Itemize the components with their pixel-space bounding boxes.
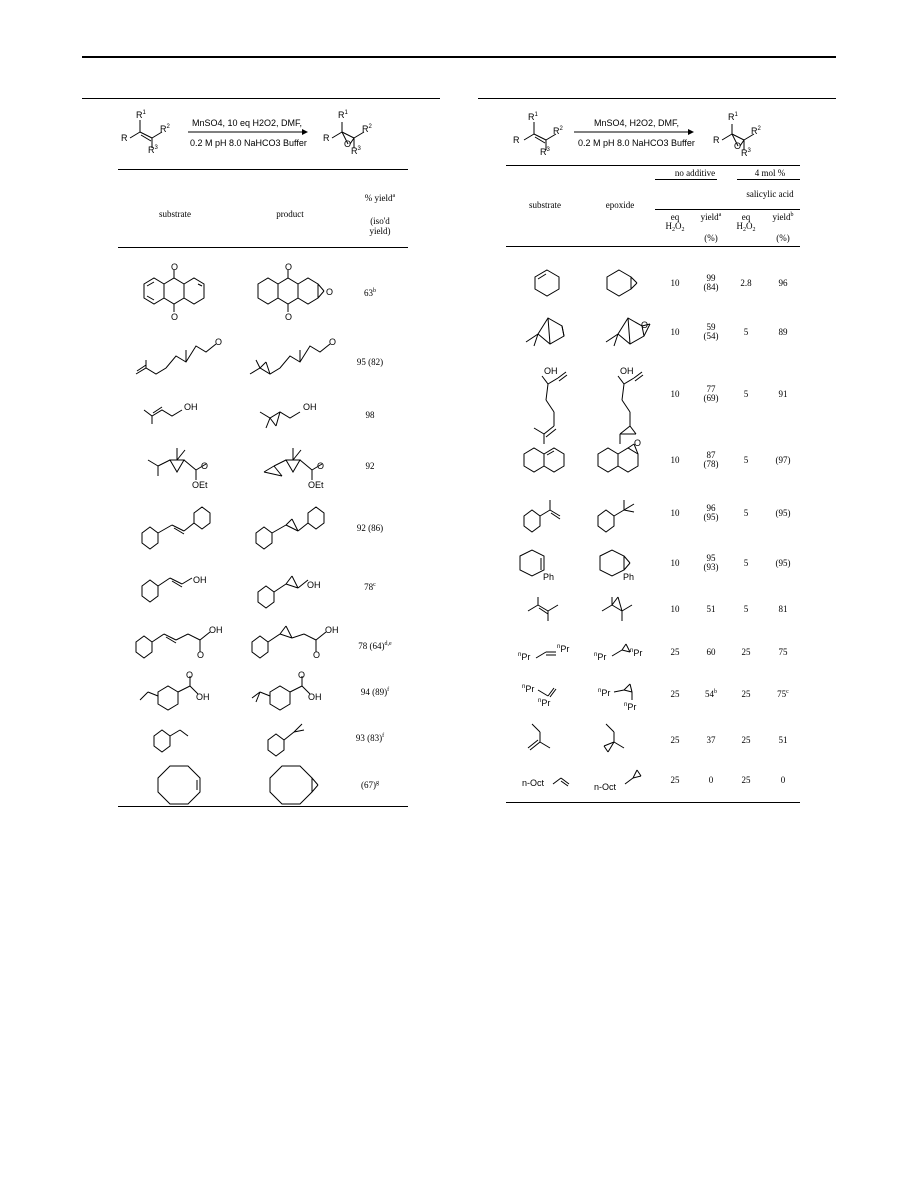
r3-eq1: 10 xyxy=(670,389,680,399)
product-tetramethylethylene-oxide xyxy=(596,595,636,625)
trans-prod-pr-left: $^n$Pr xyxy=(594,652,607,662)
r5-eq2: 5 xyxy=(743,508,749,518)
product-ethylbutene-oxide xyxy=(596,722,636,758)
left-yield-3: 98 xyxy=(365,410,375,420)
chrys-o: O xyxy=(201,461,209,471)
r2-y2: 89 xyxy=(778,327,788,337)
scheme-product-o: O xyxy=(344,139,352,149)
chrys-prod-oet: OEt xyxy=(308,480,324,490)
r4-y1b: (78) xyxy=(703,459,719,469)
r3-y1: 77 xyxy=(706,384,716,394)
r4-y1: 87 xyxy=(706,450,716,460)
substrate-stilbene xyxy=(136,505,226,550)
left-header-yield: % yield$^a$ xyxy=(364,193,396,203)
r7-y1: 51 xyxy=(706,604,716,614)
citronellal-o: O xyxy=(215,337,223,347)
substrate-dihydronaphthalene xyxy=(520,446,580,476)
product-linalool-oxide xyxy=(598,364,658,449)
r8-y1: 60 xyxy=(706,647,716,657)
right-header-rule-sub1 xyxy=(655,179,717,180)
left-header-yield-sub1: (iso'd xyxy=(370,216,390,226)
product-citronellal-epoxide xyxy=(244,332,339,382)
styryl-o: O xyxy=(197,650,205,660)
linalool-oh: OH xyxy=(544,366,558,376)
left-header-yield-sub2: yield) xyxy=(369,226,391,236)
right-table-bottom-rule xyxy=(506,802,800,803)
r1-y1: 99 xyxy=(706,273,716,283)
right-scheme-prod-r: R xyxy=(713,135,720,145)
left-yield-5: 92 (86) xyxy=(356,523,384,533)
left-header-rule-bottom xyxy=(118,247,408,248)
r9-y1: 54$^b$ xyxy=(705,689,717,699)
r8-eq2: 25 xyxy=(741,647,751,657)
r7-eq1: 10 xyxy=(670,604,680,614)
scheme-product-r: R xyxy=(323,133,330,143)
r10-y1: 37 xyxy=(706,735,716,745)
anthra-prod-o2: O xyxy=(285,312,293,322)
right-reagent-line1: MnSO4, H2O2, DMF, xyxy=(594,118,680,128)
product-pinene-oxide xyxy=(598,312,658,352)
right-header-pct1: (%) xyxy=(704,233,718,243)
scheme-r3: $R^3$ xyxy=(148,145,158,155)
substrate-tetrahydroanthraquinone xyxy=(140,262,220,322)
r1-eq2: 2.8 xyxy=(740,278,752,288)
left-header-product: product xyxy=(276,209,304,219)
prenol-oh: OH xyxy=(184,402,198,412)
r8-eq1: 25 xyxy=(670,647,680,657)
right-header-yield2: yield$^b$ xyxy=(772,212,794,222)
cinnamyl-prod-oh: OH xyxy=(307,580,321,590)
right-header-salicylic: salicylic acid xyxy=(746,189,794,199)
right-header-eq1: eq xyxy=(670,212,680,222)
anthra-o1: O xyxy=(171,262,179,272)
right-scheme-prod-r3: $R^3$ xyxy=(741,148,751,158)
anthra-prod-o1: O xyxy=(285,262,293,272)
substrate-decene xyxy=(551,770,571,790)
r10-y2: 51 xyxy=(778,735,788,745)
r2-eq2: 5 xyxy=(743,327,749,337)
left-yield-6: 78$^c$ xyxy=(364,582,376,592)
vinylbenzoic-oh: OH xyxy=(196,692,210,702)
substrate-pinene xyxy=(518,312,578,352)
r2-y1b: (54) xyxy=(703,331,719,341)
decene-noct: n-Oct xyxy=(522,778,545,788)
substrate-methylstyrene xyxy=(520,500,570,540)
right-scheme-prod-o: O xyxy=(734,141,742,151)
r7-y2: 81 xyxy=(778,604,788,614)
r5-y2: (95) xyxy=(775,508,791,518)
trans-pr-left: $^n$Pr xyxy=(518,652,531,662)
r3-eq2: 5 xyxy=(743,389,749,399)
product-dihydronaphthalene-oxide xyxy=(594,440,654,480)
left-yield-7: 78 $(64)^{d,e}$ xyxy=(358,641,392,651)
styryl-prod-oh: OH xyxy=(325,625,339,635)
right-scheme-r2: $R^2$ xyxy=(553,126,563,136)
styryl-oh: OH xyxy=(209,625,223,635)
r4-eq1: 10 xyxy=(670,455,680,465)
product-cis-octene-oxide xyxy=(612,680,642,704)
r1-y1b: (84) xyxy=(703,282,719,292)
r11-eq1: 25 xyxy=(670,775,680,785)
r7-eq2: 5 xyxy=(743,604,749,614)
product-cyclohexene-oxide xyxy=(604,268,644,298)
right-header-yield1: yield$^a$ xyxy=(700,212,722,222)
dhn-prod-o: O xyxy=(634,438,642,448)
r5-y1b: (95) xyxy=(703,512,719,522)
r10-eq1: 25 xyxy=(670,735,680,745)
substrate-cinnamyl-alcohol xyxy=(136,566,216,611)
right-header-rule-bottom xyxy=(506,246,800,247)
r5-y1: 96 xyxy=(706,503,716,513)
right-scheme-r1: $R^1$ xyxy=(528,112,538,122)
right-scheme-prod-r2: $R^2$ xyxy=(751,126,761,136)
left-yield-1: 63$^b$ xyxy=(364,288,376,298)
cis-pr-top: $^n$Pr xyxy=(522,684,535,694)
r6-eq1: 10 xyxy=(670,558,680,568)
right-table-top-rule xyxy=(478,98,836,99)
substrate-ethylbutene xyxy=(522,722,562,758)
r1-eq1: 10 xyxy=(670,278,680,288)
left-yield-10: $(67)^g$ xyxy=(361,780,379,790)
r3-y2: 91 xyxy=(778,389,788,399)
right-header-pct2: (%) xyxy=(776,233,790,243)
scheme-product-r2: $R^2$ xyxy=(362,124,372,134)
substrate-prenol xyxy=(140,398,190,428)
r2-y1: 59 xyxy=(706,322,716,332)
phcyclohex-ph: Ph xyxy=(543,572,555,582)
substrate-linalool xyxy=(522,364,582,449)
cis-pr-bottom: $^n$Pr xyxy=(538,698,551,708)
phcyclohex-prod-ph: Ph xyxy=(623,572,635,582)
r9-y2: 75$^c$ xyxy=(777,689,789,699)
right-scheme-r: R xyxy=(513,135,520,145)
product-stilbene-oxide xyxy=(250,505,340,550)
substrate-tetramethylethylene xyxy=(522,595,562,625)
r2-eq1: 10 xyxy=(670,327,680,337)
product-cyclooctene-oxide xyxy=(268,762,328,807)
cinnamyl-oh: OH xyxy=(193,575,207,585)
scheme-r: R xyxy=(121,133,128,143)
cis-prod-pr-bottom: $^n$Pr xyxy=(624,702,637,712)
left-table-bottom-rule xyxy=(118,806,408,807)
right-reagent-line2: 0.2 M pH 8.0 NaHCO3 Buffer xyxy=(578,138,695,148)
right-scheme-r3: $R^3$ xyxy=(540,147,550,157)
scheme-product-r1: $R^1$ xyxy=(338,110,348,120)
r10-eq2: 25 xyxy=(741,735,751,745)
right-reaction-arrow xyxy=(574,128,694,136)
decene-prod-noct: n-Oct xyxy=(594,782,617,792)
r11-y1: 0 xyxy=(708,775,714,785)
left-table-top-rule xyxy=(82,98,440,99)
left-yield-2: 95 (82) xyxy=(356,357,384,367)
r8-y2: 75 xyxy=(778,647,788,657)
left-reagent-line2: 0.2 M pH 8.0 NaHCO3 Buffer xyxy=(190,138,307,148)
right-header-substrate: substrate xyxy=(529,200,561,210)
trans-prod-pr-right: $^n$Pr xyxy=(630,648,643,658)
r11-y2: 0 xyxy=(780,775,786,785)
scheme-r2: $R^2$ xyxy=(160,124,170,134)
left-yield-4: 92 xyxy=(365,461,375,471)
left-reagent-line1: MnSO4, 10 eq H2O2, DMF, xyxy=(192,118,303,128)
linalool-prod-oh: OH xyxy=(620,366,634,376)
vinylbenzoic-prod-oh: OH xyxy=(308,692,322,702)
styryl-prod-o: O xyxy=(313,650,321,660)
left-header-substrate: substrate xyxy=(159,209,191,219)
left-reaction-arrow xyxy=(188,128,308,136)
right-header-epoxide: epoxide xyxy=(605,200,635,210)
r4-eq2: 5 xyxy=(743,455,749,465)
page-top-rule xyxy=(82,56,836,58)
product-prenol-epoxide xyxy=(256,398,306,432)
product-methylstyrene-oxide xyxy=(594,500,644,540)
right-header-no-additive: no additive xyxy=(674,168,716,178)
cis-prod-pr-top: $^n$Pr xyxy=(598,688,611,698)
substrate-cyclohexene xyxy=(532,268,562,298)
left-header-rule-top xyxy=(118,169,408,170)
r11-eq2: 25 xyxy=(741,775,751,785)
product-decene-oxide xyxy=(623,768,643,790)
anthra-o2: O xyxy=(171,312,179,322)
right-header-rule-top xyxy=(506,165,800,166)
r6-y1: 95 xyxy=(706,553,716,563)
r9-eq1: 25 xyxy=(670,689,680,699)
right-header-4mol: 4 mol % xyxy=(754,168,786,178)
r6-eq2: 5 xyxy=(743,558,749,568)
right-header-rule-sub2 xyxy=(737,179,800,180)
chrys-prod-o: O xyxy=(317,461,325,471)
right-scheme-prod-r1: $R^1$ xyxy=(728,112,738,122)
citronellal-prod-o: O xyxy=(329,337,337,347)
right-header-h2o2-2: $H_2O_2$ xyxy=(736,221,756,233)
substrate-cyclooctene xyxy=(156,762,206,807)
scheme-r1: $R^1$ xyxy=(136,110,146,120)
substrate-citronellal xyxy=(130,332,225,382)
vinylbenzoic-o: O xyxy=(186,670,194,680)
r4-y2: (97) xyxy=(775,455,791,465)
r6-y2: (95) xyxy=(775,558,791,568)
substrate-styrene xyxy=(148,718,198,758)
r3-y1b: (69) xyxy=(703,393,719,403)
right-header-rule-sub3 xyxy=(655,209,800,210)
left-yield-9: 93 $(83)^f$ xyxy=(355,733,385,743)
prenol-prod-oh: OH xyxy=(303,402,317,412)
anthra-prod-o3: O xyxy=(326,287,334,297)
right-header-h2o2-1: $H_2O_2$ xyxy=(665,221,685,233)
pinene-prod-o: O xyxy=(641,320,649,330)
chrys-oet: OEt xyxy=(192,480,208,490)
right-header-eq2: eq xyxy=(741,212,751,222)
left-yield-8: 94 $(89)^f$ xyxy=(360,687,390,697)
product-styrene-oxide xyxy=(262,718,312,763)
r5-eq1: 10 xyxy=(670,508,680,518)
r9-eq2: 25 xyxy=(741,689,751,699)
r1-y2: 96 xyxy=(778,278,788,288)
trans-pr-right: $^n$Pr xyxy=(557,644,570,654)
r6-y1b: (93) xyxy=(703,562,719,572)
vinylbenzoic-prod-o: O xyxy=(298,670,306,680)
scheme-product-r3: $R^3$ xyxy=(351,146,361,156)
